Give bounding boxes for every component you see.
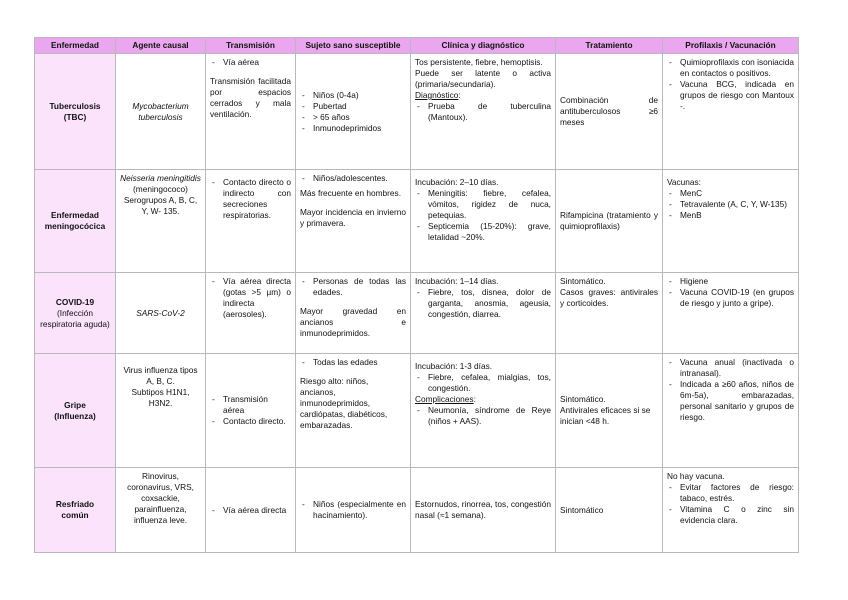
header-profilaxis: Profilaxis / Vacunación <box>663 38 799 54</box>
disease-subname: meningocócica <box>44 221 106 231</box>
clinical-text: Incubación: 2–10 días. <box>415 177 499 187</box>
prophylaxis-item: - Evitar factores de riesgo: tabaco, estrés. <box>667 482 794 504</box>
treatment-text: Rifampicina (tratamiento y quimioprofilaxis) <box>560 210 658 231</box>
disease-name: Gripe <box>64 399 86 410</box>
prophylaxis-cell <box>663 170 799 273</box>
transmission-item: - Vía aérea <box>210 57 291 68</box>
disease-name-cell <box>35 354 116 468</box>
clinical-text: Incubación: 1–14 días. <box>415 276 499 286</box>
complications-label: Complicaciones <box>415 394 474 404</box>
prophylaxis-item: - Tetravalente (A, C, Y, W-135) <box>667 199 794 210</box>
clinical-cell <box>411 468 556 553</box>
disease-name-cell <box>35 468 116 553</box>
clinical-item: - Fiebre, tos, disnea, dolor de garganta, anosmia, ageusia, congestión, diarrea. <box>415 287 551 320</box>
clinical-item: - Meningitis: fiebre, cefalea, vómitos, rigidez de nuca, petequias. <box>415 188 551 221</box>
susceptible-cell <box>296 54 411 170</box>
header-tratamiento: Tratamiento <box>556 38 663 54</box>
clinical-item: - Septicemia (15-20%): grave, letalidad ~20%. <box>415 221 551 243</box>
disease-subname: (Infección respiratoria aguda) <box>40 307 110 329</box>
prophylaxis-item: - Vacuna COVID-19 (en grupos de riesgo y junto a gripe). <box>667 287 794 309</box>
treatment-cell <box>556 54 663 170</box>
treatment-text: Antivirales eficaces si se inician <48 h. <box>560 405 651 426</box>
prophylaxis-item: - Vacuna anual (inactivada o intranasal). <box>667 357 794 379</box>
agent-cell <box>116 468 206 553</box>
susceptible-text: Más frecuente en hombres. <box>300 188 401 198</box>
header-transmision: Transmisión <box>206 38 296 54</box>
disease-name: Tuberculosis <box>49 100 101 111</box>
treatment-text: Sintomático. <box>560 276 606 286</box>
disease-name: Enfermedad <box>51 210 99 220</box>
susceptible-item: - Pubertad <box>300 101 406 112</box>
disease-subname: común <box>61 510 89 520</box>
agent-text: Rinovirus, coronavirus, VRS, coxsackie, parainfluenza, influenza leve. <box>127 471 194 525</box>
susceptible-text: Riesgo alto: niños, ancianos, inmunodeprimidos, cardiópatas, diabéticos, embarazadas. <box>300 376 388 430</box>
disease-name: Resfriado <box>55 499 95 509</box>
susceptible-item: - Niños/adolescentes. <box>300 173 406 184</box>
prophylaxis-cell <box>663 54 799 170</box>
clinical-text: Tos persistente, fiebre, hemoptisis. <box>415 57 543 67</box>
agent-text: Subtipos H1N1, H3N2. <box>131 387 190 408</box>
disease-name-cell <box>35 54 116 170</box>
diagnosis-heading <box>415 90 551 101</box>
row-tuberculosis <box>35 54 799 170</box>
prophylaxis-title: Vacunas: <box>667 177 701 187</box>
prophylaxis-cell <box>663 354 799 468</box>
susceptible-text: Mayor incidencia en invierno y primavera. <box>300 207 406 228</box>
complications-item: - Neumonía, síndrome de Reye (niños + AAS). <box>415 405 551 427</box>
diagnosis-item: - Prueba de tuberculina (Mantoux). <box>415 101 551 123</box>
treatment-cell <box>556 273 663 354</box>
susceptible-cell <box>296 273 411 354</box>
transmission-cell <box>206 54 296 170</box>
susceptible-item: - Personas de todas las edades. <box>300 276 406 298</box>
prophylaxis-cell <box>663 468 799 553</box>
clinical-text: Incubación: 1-3 días. <box>415 361 493 371</box>
susceptible-cell <box>296 170 411 273</box>
disease-subname: (TBC) <box>63 111 87 122</box>
agent-text: (meningococo) <box>133 184 188 194</box>
treatment-cell <box>556 354 663 468</box>
transmission-item: - Contacto directo. <box>210 416 291 427</box>
treatment-text: Sintomático <box>560 504 604 515</box>
susceptible-item: - Inmunodeprimidos <box>300 123 406 134</box>
row-influenza <box>35 354 799 468</box>
transmission-text: Transmisión facilitada por espacios cerrados y mala ventilación. <box>210 76 291 119</box>
susceptible-item: - Todas las edades <box>300 357 406 368</box>
complications-colon: : <box>473 394 476 404</box>
agent-text: SARS-CoV-2 <box>136 307 185 318</box>
treatment-text: Casos graves: antivirales y corticoides. <box>560 287 658 308</box>
prophylaxis-item: - Vitamina C o zinc sin evidencia clara. <box>667 504 794 526</box>
row-meningococcal <box>35 170 799 273</box>
prophylaxis-item: - Vacuna BCG, indicada en grupos de riesgo con Mantoux -. <box>667 79 794 112</box>
diagnosis-label: Diagnóstico <box>415 90 459 100</box>
clinical-cell <box>411 273 556 354</box>
prophylaxis-title: No hay vacuna. <box>667 471 725 481</box>
prophylaxis-item: - MenC <box>667 188 794 199</box>
transmission-item: - Transmisión aérea <box>210 394 291 416</box>
agent-cell <box>116 170 206 273</box>
susceptible-item: - Niños (especialmente en hacinamiento). <box>300 499 406 521</box>
disease-subname: (Influenza) <box>54 410 96 421</box>
disease-table <box>34 37 799 553</box>
treatment-cell <box>556 170 663 273</box>
prophylaxis-item: - MenB <box>667 210 794 221</box>
prophylaxis-item: - Indicada a ≥60 años, niños de 6m-5a), embarazadas, personal sanitario y grupos de riesgo. <box>667 379 794 423</box>
prophylaxis-cell <box>663 273 799 354</box>
treatment-text: Combinación de antituberculosos ≥6 meses <box>560 95 658 127</box>
transmission-item: - Vía aérea directa <box>210 505 291 516</box>
clinical-text: Estornudos, rinorrea, tos, congestión nasal (≈1 semana). <box>415 499 551 520</box>
agent-cell <box>116 54 206 170</box>
susceptible-cell <box>296 354 411 468</box>
agent-cell <box>116 273 206 354</box>
clinical-text: Puede ser latente o activa (primaria/secundaria). <box>415 68 551 89</box>
susceptible-item: - Niños (0-4a) <box>300 90 406 101</box>
treatment-text: Sintomático. <box>560 394 606 404</box>
header-row <box>35 38 799 54</box>
agent-cell <box>116 354 206 468</box>
header-sujeto: Sujeto sano susceptible <box>296 38 411 54</box>
transmission-cell <box>206 468 296 553</box>
transmission-cell <box>206 354 296 468</box>
transmission-cell <box>206 273 296 354</box>
clinical-cell <box>411 170 556 273</box>
susceptible-text: Mayor gravedad en ancianos e inmunodeprimidos. <box>300 306 406 338</box>
disease-name-cell <box>35 170 116 273</box>
transmission-item: - Vía aérea directa (gotas >5 µm) o indirecta (aerosoles). <box>210 276 291 320</box>
agent-text: Mycobacterium tuberculosis <box>132 100 189 122</box>
agent-text: Neisseria meningitidis <box>120 173 201 183</box>
transmission-cell <box>206 170 296 273</box>
complications-heading <box>415 394 551 405</box>
disease-name-cell <box>35 273 116 354</box>
prophylaxis-item: - Quimioprofilaxis con isoniacida en contactos o positivos. <box>667 57 794 79</box>
row-covid <box>35 273 799 354</box>
diagnosis-colon: : <box>458 90 461 100</box>
clinical-cell <box>411 54 556 170</box>
susceptible-cell <box>296 468 411 553</box>
transmission-item: - Contacto directo o indirecto con secreciones respiratorias. <box>210 177 291 221</box>
row-common-cold <box>35 468 799 553</box>
susceptible-item: - > 65 años <box>300 112 406 123</box>
clinical-cell <box>411 354 556 468</box>
agent-text: Serogrupos A, B, C, Y, W- 135. <box>123 195 198 216</box>
header-agente: Agente causal <box>116 38 206 54</box>
header-enfermedad: Enfermedad <box>35 38 116 54</box>
header-clinica: Clínica y diagnóstico <box>411 38 556 54</box>
agent-text: Virus influenza tipos A, B, C. <box>123 365 198 386</box>
disease-name: COVID-19 <box>55 296 95 307</box>
clinical-item: - Fiebre, cefalea, mialgias, tos, congestión. <box>415 372 551 394</box>
prophylaxis-item: - Higiene <box>667 276 794 287</box>
treatment-cell <box>556 468 663 553</box>
